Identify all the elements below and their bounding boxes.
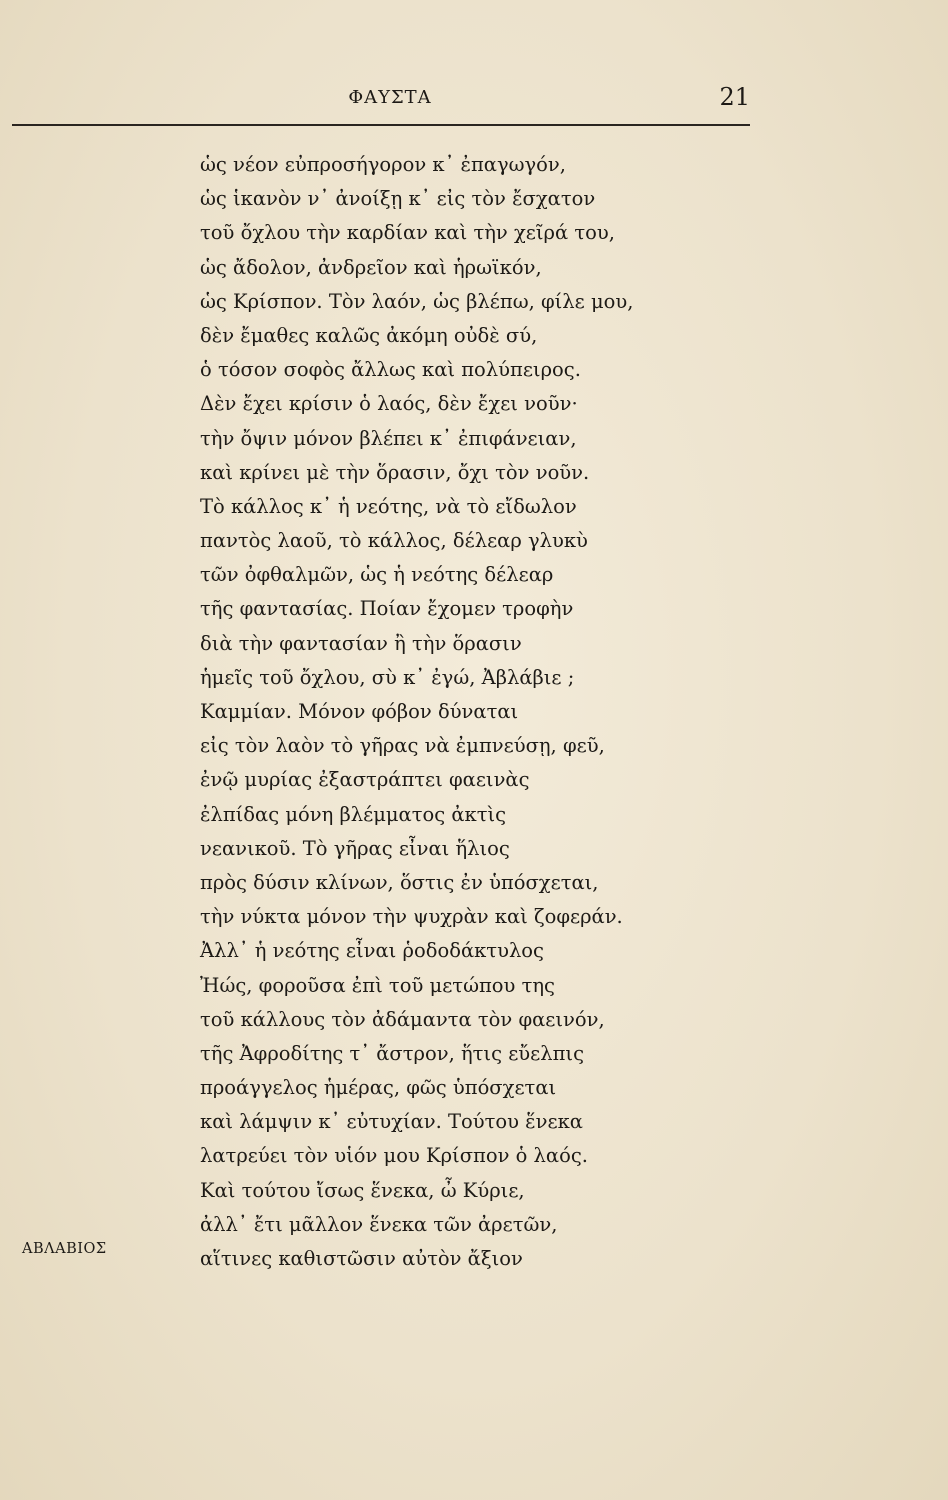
verse-line: τὴν ὄψιν μόνον βλέπει κ᾽ ἐπιφάνειαν, — [200, 426, 577, 450]
verse-line: Ἀλλ᾽ ἡ νεότης εἶναι ῥοδοδάκτυλος — [200, 939, 544, 963]
verse-line: προάγγελος ἡμέρας, φῶς ὑπόσχεται — [200, 1076, 557, 1100]
verse-line: τῆς Ἀφροδίτης τ᾽ ἄστρον, ἥτις εὔελπις — [200, 1041, 585, 1065]
verse-line: καὶ λάμψιν κ᾽ εὐτυχίαν. Τούτου ἕνεκα — [200, 1110, 583, 1134]
verse-line: καὶ κρίνει μὲ τὴν ὅρασιν, ὄχι τὸν νοῦν. — [200, 460, 590, 484]
page-number: 21 — [719, 83, 750, 111]
verse-line: αἵτινες καθιστῶσιν αὐτὸν ἄξιον — [200, 1247, 523, 1270]
verse-line: Δὲν ἔχει κρίσιν ὁ λαός, δὲν ἔχει νοῦν· — [200, 392, 578, 416]
verse-line: παντὸς λαοῦ, τὸ κάλλος, δέλεαρ γλυκὺ — [200, 529, 588, 553]
verse-line: τῆς φαντασίας. Ποίαν ἔχομεν τροφὴν — [200, 597, 574, 621]
verse-line: ὁ τόσον σοφὸς ἄλλως καὶ πολύπειρος. — [200, 358, 581, 382]
verse-line: Καμμίαν. Μόνον φόβον δύναται — [200, 700, 519, 723]
verse-line: ὡς νέον εὐπροσήγορον κ᾽ ἐπαγωγόν, — [200, 153, 566, 176]
verse-line: νεανικοῦ. Τὸ γῆρας εἶναι ἥλιος — [200, 836, 510, 860]
verse-line: τοῦ ὄχλου τὴν καρδίαν καὶ τὴν χεῖρά του, — [200, 221, 615, 245]
verse-line: ὡς ἄδολον, ἀνδρεῖον καὶ ἡρωϊκόν, — [200, 255, 542, 279]
verse-line: Τὸ κάλλος κ᾽ ἡ νεότης, νὰ τὸ εἴδωλον — [200, 494, 577, 518]
verse-line: τοῦ κάλλους τὸν ἀδάμαντα τὸν φαεινόν, — [200, 1007, 605, 1031]
running-head — [0, 84, 948, 114]
verse-line: ὡς Κρίσπον. Τὸν λαόν, ὡς βλέπω, φίλε μου, — [200, 289, 634, 313]
running-head-title: ΦΑΥΣΤΑ — [348, 87, 432, 108]
verse-line: ἐνῷ μυρίας ἐξαστράπτει φαεινὰς — [200, 768, 530, 792]
header-rule — [12, 124, 750, 126]
verse-line: ἐλπίδας μόνη βλέμματος ἀκτὶς — [200, 802, 507, 826]
verse-line: Ἠώς, φοροῦσα ἐπὶ τοῦ μετώπου της — [200, 973, 555, 997]
verse-line: διὰ τὴν φαντασίαν ἢ τὴν ὅρασιν — [200, 631, 522, 655]
speaker-name: ΑΒΛΑΒΙΟΣ — [22, 1241, 107, 1257]
verse-line: τῶν ὀφθαλμῶν, ὡς ἡ νεότης δέλεαρ — [200, 563, 554, 587]
verse-line: πρὸς δύσιν κλίνων, ὅστις ἐν ὑπόσχεται, — [200, 870, 599, 894]
verse-line: τὴν νύκτα μόνον τὴν ψυχρὰν καὶ ζοφεράν. — [200, 905, 623, 929]
verse-line: λατρεύει τὸν υἱόν μου Κρίσπον ὁ λαός. — [200, 1144, 588, 1168]
verse-line: ἀλλ᾽ ἔτι μᾶλλον ἕνεκα τῶν ἀρετῶν, — [200, 1212, 558, 1236]
verse-line: ὡς ἱκανὸν ν᾽ ἀνοίξῃ κ᾽ εἰς τὸν ἔσχατον — [200, 187, 596, 211]
verse-block — [200, 148, 760, 1276]
verse-line: Καὶ τούτου ἴσως ἕνεκα, ὦ Κύριε, — [200, 1178, 525, 1202]
verse-line: ἡμεῖς τοῦ ὄχλου, σὺ κ᾽ ἐγώ, Ἀβλάβιε ; — [200, 665, 575, 689]
verse-line: εἰς τὸν λαὸν τὸ γῆρας νὰ ἐμπνεύσῃ, φεῦ, — [200, 734, 605, 758]
verse-line: δὲν ἔμαθες καλῶς ἀκόμη οὐδὲ σύ, — [200, 323, 538, 347]
